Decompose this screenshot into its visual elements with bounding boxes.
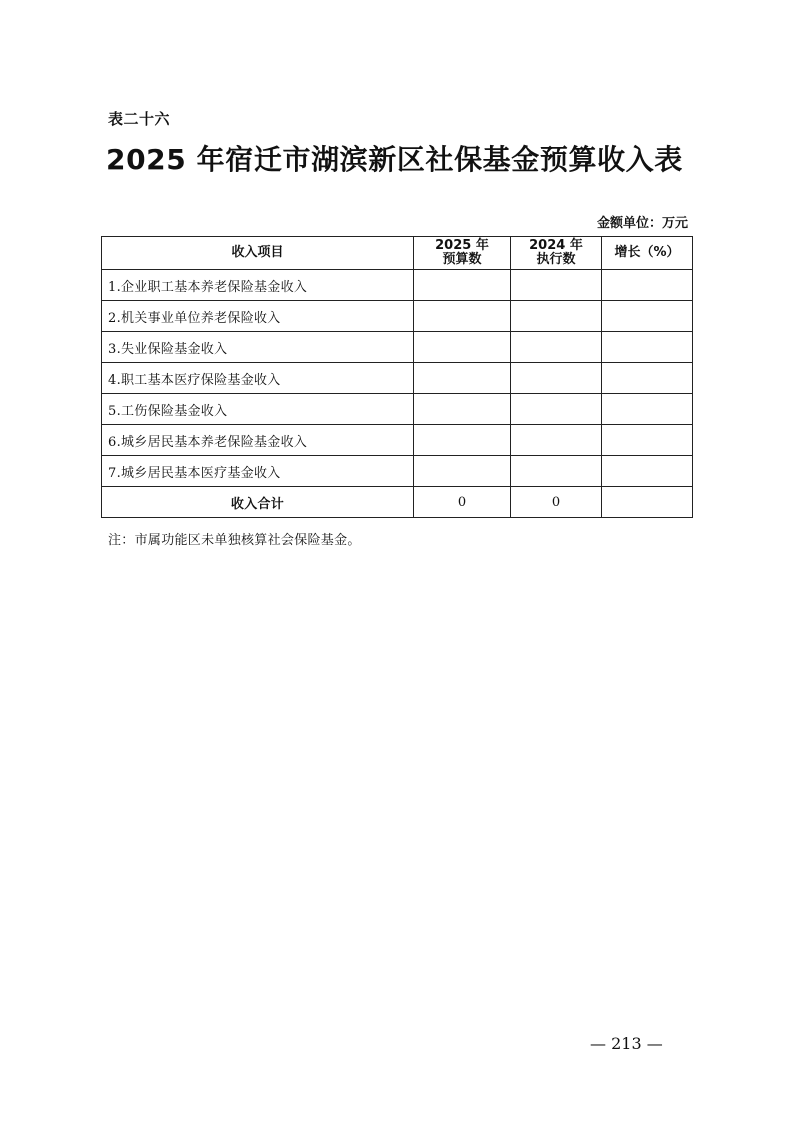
row-growth bbox=[602, 456, 693, 487]
page-title: 2025 年宿迁市湖滨新区社保基金预算收入表 bbox=[106, 143, 683, 176]
table-label: 表二十六 bbox=[108, 110, 171, 128]
row-actual-2024 bbox=[511, 456, 602, 487]
header-growth: 增长（%） bbox=[602, 237, 693, 270]
row-growth bbox=[602, 270, 693, 301]
row-actual-2024 bbox=[511, 301, 602, 332]
header-actual-2024-label: 执行数 bbox=[536, 252, 576, 267]
table-header-row bbox=[102, 237, 693, 270]
row-actual-2024 bbox=[511, 270, 602, 301]
row-growth bbox=[602, 301, 693, 332]
total-row bbox=[102, 487, 693, 518]
header-budget-2025-label: 预算数 bbox=[442, 252, 482, 267]
row-budget-2025 bbox=[414, 394, 511, 425]
table-row bbox=[102, 425, 693, 456]
row-item: 6.城乡居民基本养老保险基金收入 bbox=[102, 425, 414, 456]
row-budget-2025 bbox=[414, 456, 511, 487]
row-budget-2025 bbox=[414, 425, 511, 456]
table-row bbox=[102, 363, 693, 394]
total-label: 收入合计 bbox=[102, 487, 414, 518]
row-item: 2.机关事业单位养老保险收入 bbox=[102, 301, 414, 332]
table-row bbox=[102, 332, 693, 363]
header-budget-2025-year: 2025 年 bbox=[435, 238, 489, 253]
row-actual-2024 bbox=[511, 332, 602, 363]
row-budget-2025 bbox=[414, 301, 511, 332]
header-actual-2024 bbox=[511, 237, 602, 270]
row-budget-2025 bbox=[414, 270, 511, 301]
total-actual-2024: 0 bbox=[511, 487, 602, 518]
unit-note: 金额单位：万元 bbox=[596, 216, 688, 231]
row-growth bbox=[602, 332, 693, 363]
page-number: — 213 — bbox=[590, 1034, 663, 1053]
header-item: 收入项目 bbox=[102, 237, 414, 270]
row-actual-2024 bbox=[511, 394, 602, 425]
table-row bbox=[102, 394, 693, 425]
row-item: 3.失业保险基金收入 bbox=[102, 332, 414, 363]
table-row bbox=[102, 270, 693, 301]
row-item: 5.工伤保险基金收入 bbox=[102, 394, 414, 425]
row-growth bbox=[602, 363, 693, 394]
row-budget-2025 bbox=[414, 332, 511, 363]
row-budget-2025 bbox=[414, 363, 511, 394]
table-row bbox=[102, 301, 693, 332]
row-growth bbox=[602, 394, 693, 425]
table-row bbox=[102, 456, 693, 487]
row-item: 1.企业职工基本养老保险基金收入 bbox=[102, 270, 414, 301]
total-budget-2025: 0 bbox=[414, 487, 511, 518]
row-actual-2024 bbox=[511, 363, 602, 394]
total-growth bbox=[602, 487, 693, 518]
row-item: 4.职工基本医疗保险基金收入 bbox=[102, 363, 414, 394]
row-actual-2024 bbox=[511, 425, 602, 456]
row-growth bbox=[602, 425, 693, 456]
footnote: 注：市属功能区未单独核算社会保险基金。 bbox=[108, 533, 361, 548]
budget-revenue-table bbox=[101, 236, 693, 518]
header-actual-2024-year: 2024 年 bbox=[529, 238, 583, 253]
row-item: 7.城乡居民基本医疗基金收入 bbox=[102, 456, 414, 487]
header-budget-2025 bbox=[414, 237, 511, 270]
